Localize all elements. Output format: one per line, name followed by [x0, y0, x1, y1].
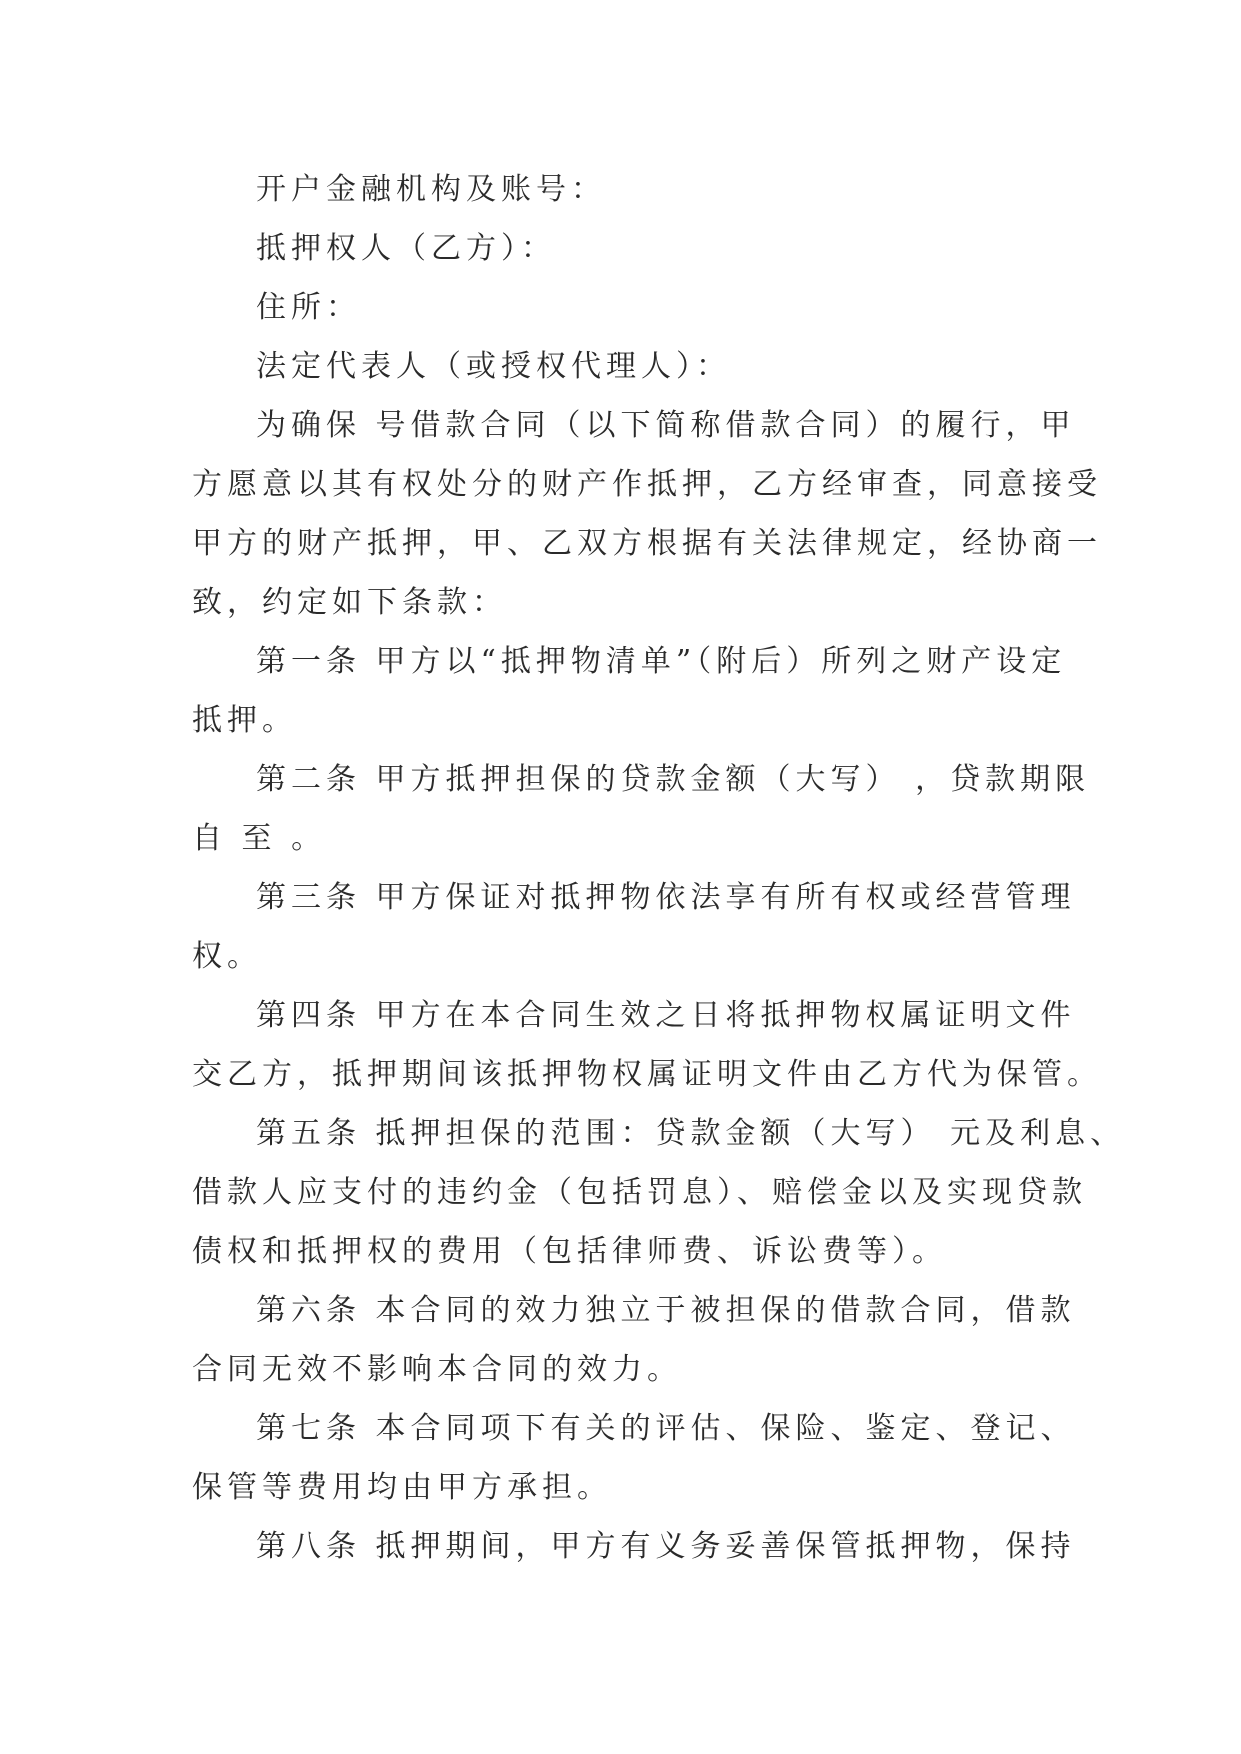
document-line: 自 至 。: [192, 821, 327, 856]
document-line: 甲方的财产抵押，甲、乙双方根据有关法律规定，经协商一: [192, 526, 1102, 561]
document-line: 住所：: [256, 290, 361, 325]
document-line: 开户金融机构及账号：: [256, 172, 606, 207]
document-line: 合同无效不影响本合同的效力。: [192, 1352, 682, 1387]
document-line: 借款人应支付的违约金（包括罚息）、赔偿金以及实现贷款: [192, 1175, 1087, 1210]
document-line: 交乙方，抵押期间该抵押物权属证明文件由乙方代为保管。: [192, 1057, 1102, 1092]
document-line: 第七条 本合同项下有关的评估、保险、鉴定、登记、: [256, 1411, 1076, 1446]
document-line: 抵押。: [192, 703, 297, 738]
document-line: 抵押权人（乙方）：: [256, 231, 556, 266]
document-line: 致，约定如下条款：: [192, 585, 507, 620]
document-line: 法定代表人（或授权代理人）：: [256, 349, 731, 384]
document-line: 方愿意以其有权处分的财产作抵押，乙方经审查，同意接受: [192, 467, 1102, 502]
document-line: 第八条 抵押期间，甲方有义务妥善保管抵押物，保持: [256, 1529, 1076, 1564]
document-body: [192, 160, 1126, 1576]
document-line: 第二条 甲方抵押担保的贷款金额（大写） ，贷款期限: [256, 762, 1091, 797]
document-line: 第六条 本合同的效力独立于被担保的借款合同，借款: [256, 1293, 1076, 1328]
document-line: 保管等费用均由甲方承担。: [192, 1470, 612, 1505]
document-line: 第四条 甲方在本合同生效之日将抵押物权属证明文件: [256, 998, 1076, 1033]
document-line: 为确保 号借款合同（以下简称借款合同）的履行，甲: [256, 408, 1076, 443]
document-line: 第三条 甲方保证对抵押物依法享有所有权或经营管理: [256, 880, 1076, 915]
document-line: 第一条 甲方以“抵押物清单”（附后）所列之财产设定: [256, 644, 1067, 679]
document-line: 债权和抵押权的费用（包括律师费、诉讼费等）。: [192, 1234, 947, 1269]
document-line: 第五条 抵押担保的范围：贷款金额（大写） 元及利息、: [256, 1116, 1126, 1151]
document-line: 权。: [192, 939, 262, 974]
